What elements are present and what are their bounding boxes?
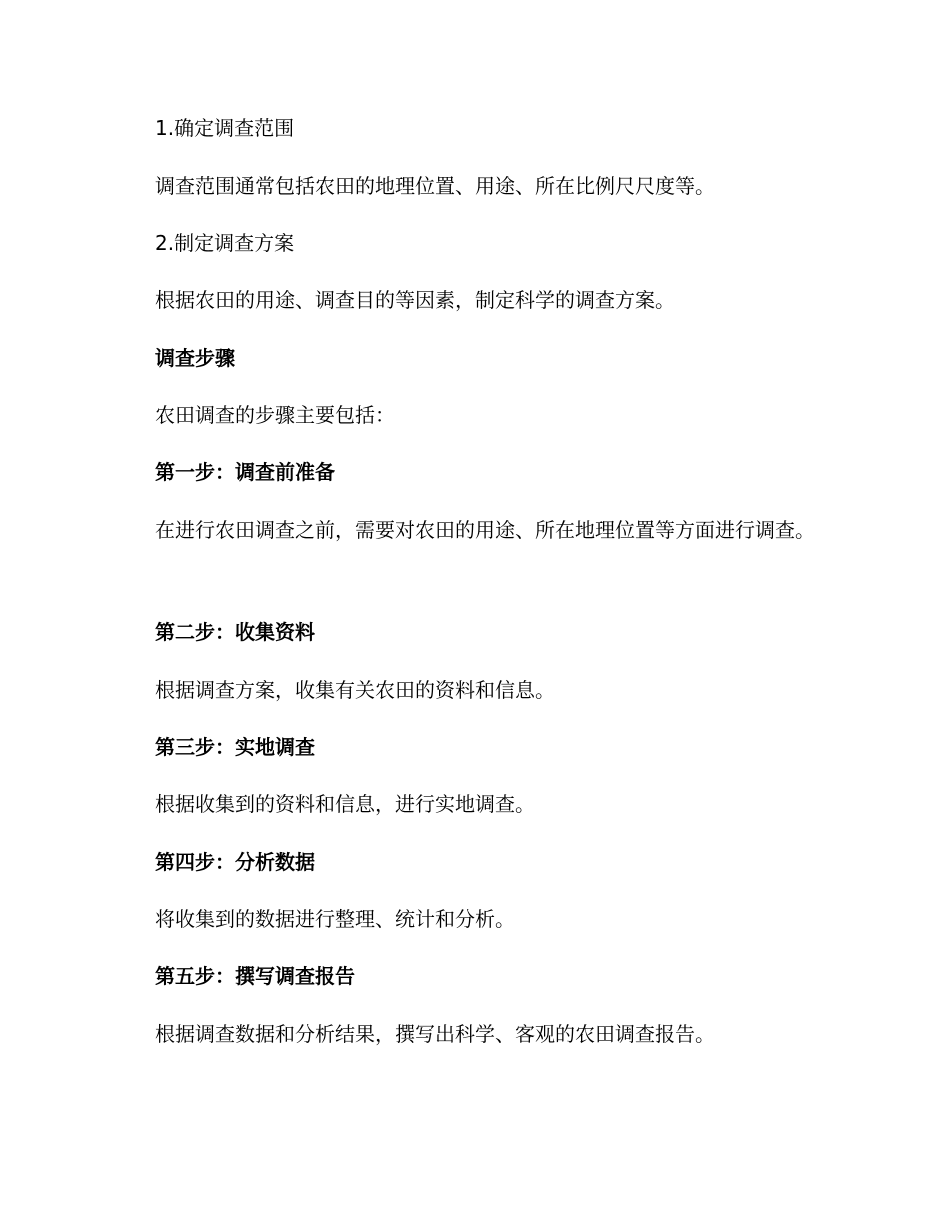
paragraph-step-4: 将收集到的数据进行整理、统计和分析。 [155, 907, 515, 931]
paragraph-step-5: 根据调查数据和分析结果，撰写出科学、客观的农田调查报告。 [155, 1022, 715, 1046]
heading-step-2: 第二步：收集资料 [155, 620, 315, 644]
section-heading-scope: 1.确定调查范围 [155, 116, 295, 140]
paragraph-step-1: 在进行农田调查之前，需要对农田的用途、所在地理位置等方面进行调查。 [155, 518, 815, 542]
heading-step-3: 第三步：实地调查 [155, 735, 315, 759]
paragraph-step-3: 根据收集到的资料和信息，进行实地调查。 [155, 792, 535, 816]
heading-step-5: 第五步：撰写调查报告 [155, 964, 355, 988]
paragraph-steps-intro: 农田调查的步骤主要包括： [155, 403, 395, 427]
heading-step-4: 第四步：分析数据 [155, 850, 315, 874]
heading-steps: 调查步骤 [155, 346, 235, 370]
heading-step-1: 第一步：调查前准备 [155, 460, 335, 484]
paragraph-plan: 根据农田的用途、调查目的等因素，制定科学的调查方案。 [155, 288, 675, 312]
paragraph-scope: 调查范围通常包括农田的地理位置、用途、所在比例尺尺度等。 [155, 174, 715, 198]
paragraph-step-2: 根据调查方案，收集有关农田的资料和信息。 [155, 678, 555, 702]
section-heading-plan: 2.制定调查方案 [155, 231, 295, 255]
